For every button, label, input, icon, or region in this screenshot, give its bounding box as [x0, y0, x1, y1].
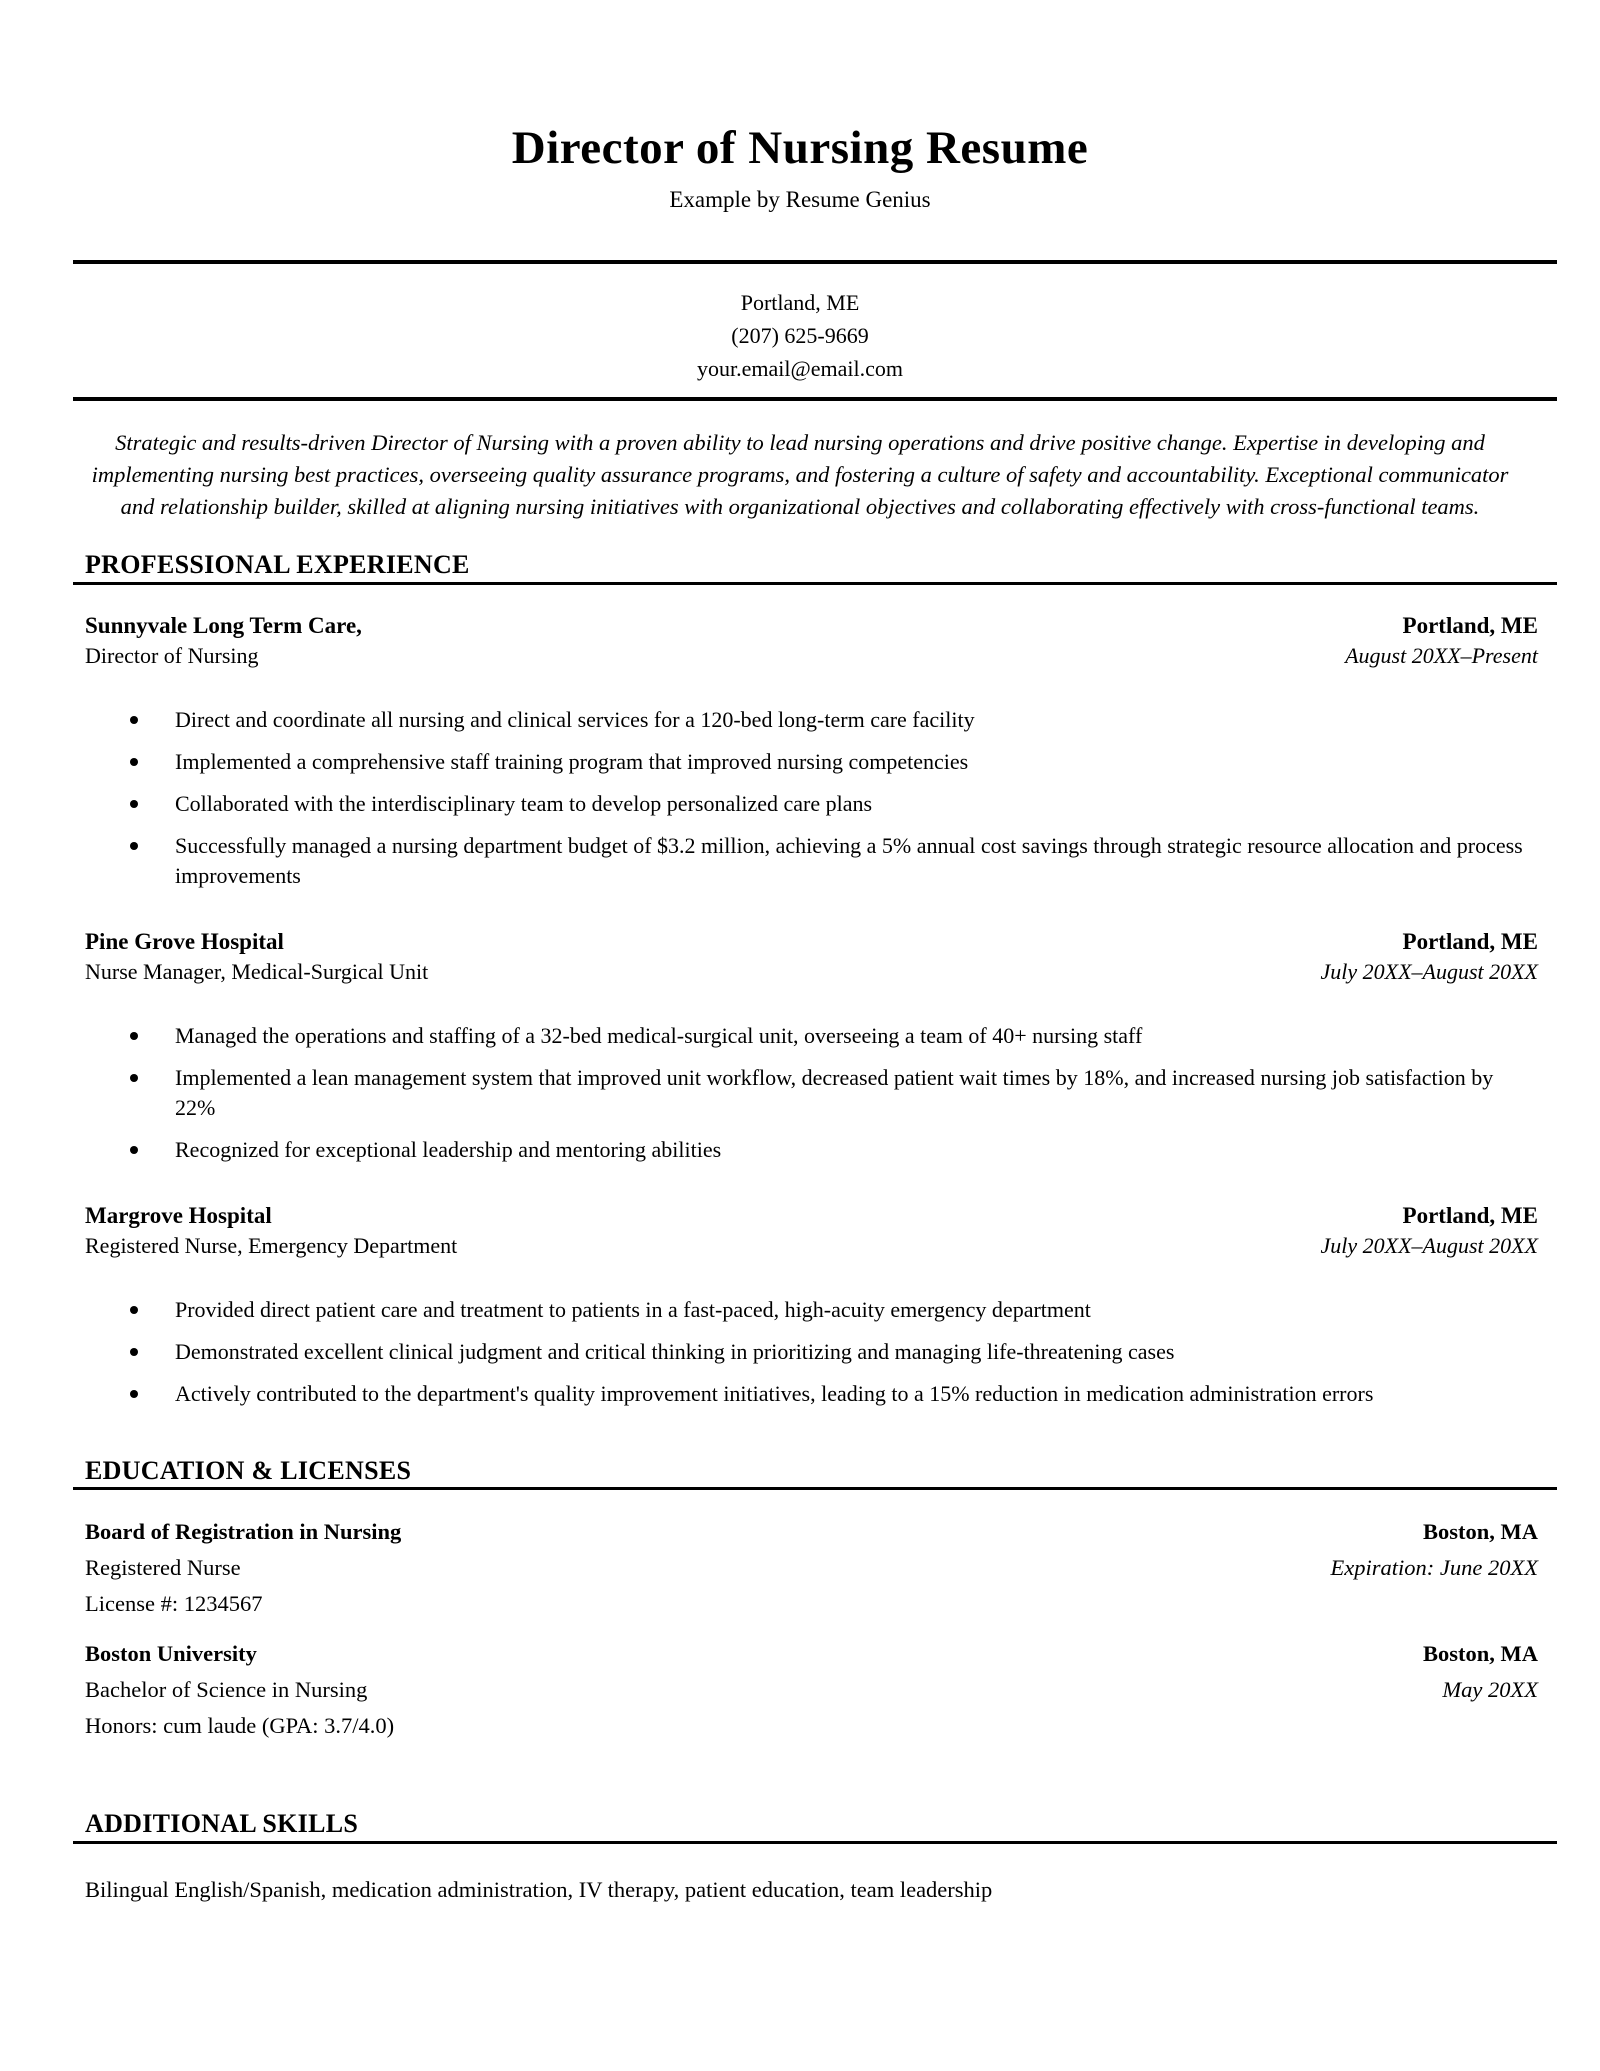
job-entry: [85, 927, 1538, 1165]
job-location: Portland, ME: [1402, 612, 1538, 638]
page-title: Director of Nursing Resume: [511, 122, 1089, 174]
education-date: Expiration: June 20XX: [1330, 1555, 1538, 1581]
bullet-item: Provided direct patient care and treatment to patients in a fast-paced, high-acuity emergency department: [130, 1295, 1538, 1325]
bullet-item: Direct and coordinate all nursing and clinical services for a 120-bed long-term care facility: [130, 705, 1538, 735]
skills-text: Bilingual English/Spanish, medication administration, IV therapy, patient education, team leadership: [85, 1876, 993, 1902]
divider-education: [73, 1487, 1557, 1490]
bullet-list: [130, 1295, 1538, 1409]
divider-top: [73, 260, 1557, 264]
contact-email: your.email@email.com: [697, 355, 903, 381]
job-title: Director of Nursing: [85, 642, 259, 668]
bullet-item: Implemented a lean management system that improved unit workflow, decreased patient wait times by 18%, and increased nursing job satisfaction by 22%: [130, 1063, 1538, 1123]
page-subtitle: Example by Resume Genius: [669, 187, 931, 213]
section-heading-education: EDUCATION & LICENSES: [85, 1455, 412, 1485]
bullet-item: Actively contributed to the department's quality improvement initiatives, leading to a 15% reduction in medication administration errors: [130, 1379, 1538, 1409]
bullet-list: [130, 705, 1538, 891]
job-entry: [85, 1201, 1538, 1409]
summary-text: Strategic and results-driven Director of Nursing with a proven ability to lead nursing operations and drive positive change. Expertise in developing and implementing nursing best practices, overseeing quality assurance programs, and fostering a culture of safety and accountability. Exceptional communicator and relationship builder, skilled at aligning nursing initiatives with organizational objectives and collaborating effectively with cross-functional teams.: [91, 429, 1509, 519]
education-location: Boston, MA: [1422, 1519, 1538, 1545]
job-location: Portland, ME: [1402, 1202, 1538, 1228]
section-experience: [0, 551, 1600, 1409]
bullet-item: Implemented a comprehensive staff training program that improved nursing competencies: [130, 747, 1538, 777]
job-dates: July 20XX–August 20XX: [1320, 1232, 1538, 1258]
job-title: Nurse Manager, Medical-Surgical Unit: [85, 958, 429, 984]
bullet-item: Managed the operations and staffing of a 32-bed medical-surgical unit, overseeing a team of 40+ nursing staff: [130, 1021, 1538, 1051]
job-dates: July 20XX–August 20XX: [1320, 958, 1538, 984]
education-org: Board of Registration in Nursing: [85, 1519, 402, 1545]
section-skills: [0, 1810, 1600, 1906]
divider-contact: [73, 397, 1557, 401]
divider-experience: [73, 582, 1557, 585]
job-company: Sunnyvale Long Term Care,: [85, 612, 362, 638]
job-title: Registered Nurse, Emergency Department: [85, 1232, 458, 1258]
education-entry: [85, 1636, 1538, 1744]
education-extra: Honors: cum laude (GPA: 3.7/4.0): [85, 1713, 395, 1739]
job-dates: August 20XX–Present: [1345, 642, 1538, 668]
contact-location: Portland, ME: [740, 289, 860, 315]
section-heading-experience: PROFESSIONAL EXPERIENCE: [85, 549, 470, 579]
bullet-item: Recognized for exceptional leadership and mentoring abilities: [130, 1135, 1538, 1165]
contact-phone: (207) 625-9669: [731, 322, 869, 348]
divider-skills: [73, 1841, 1557, 1844]
resume-header: [0, 118, 1600, 215]
education-date: May 20XX: [1442, 1677, 1538, 1703]
section-education: [0, 1457, 1600, 1745]
education-detail: Registered Nurse: [85, 1555, 241, 1581]
bullet-item: Collaborated with the interdisciplinary team to develop personalized care plans: [130, 789, 1538, 819]
job-company: Pine Grove Hospital: [85, 928, 284, 954]
education-location: Boston, MA: [1422, 1641, 1538, 1667]
job-company: Margrove Hospital: [85, 1202, 272, 1228]
bullet-item: Successfully managed a nursing department budget of $3.2 million, achieving a 5% annual cost savings through strategic resource allocation and process improvements: [130, 831, 1538, 891]
section-heading-skills: ADDITIONAL SKILLS: [85, 1809, 359, 1839]
contact-block: [0, 286, 1600, 385]
education-org: Boston University: [85, 1641, 257, 1667]
bullet-list: [130, 1021, 1538, 1165]
education-entry: [85, 1514, 1538, 1622]
job-entry: [85, 611, 1538, 891]
education-detail: Bachelor of Science in Nursing: [85, 1677, 368, 1703]
education-extra: License #: 1234567: [85, 1591, 263, 1617]
job-location: Portland, ME: [1402, 928, 1538, 954]
bullet-item: Demonstrated excellent clinical judgment and critical thinking in prioritizing and managing life-threatening cases: [130, 1337, 1538, 1367]
